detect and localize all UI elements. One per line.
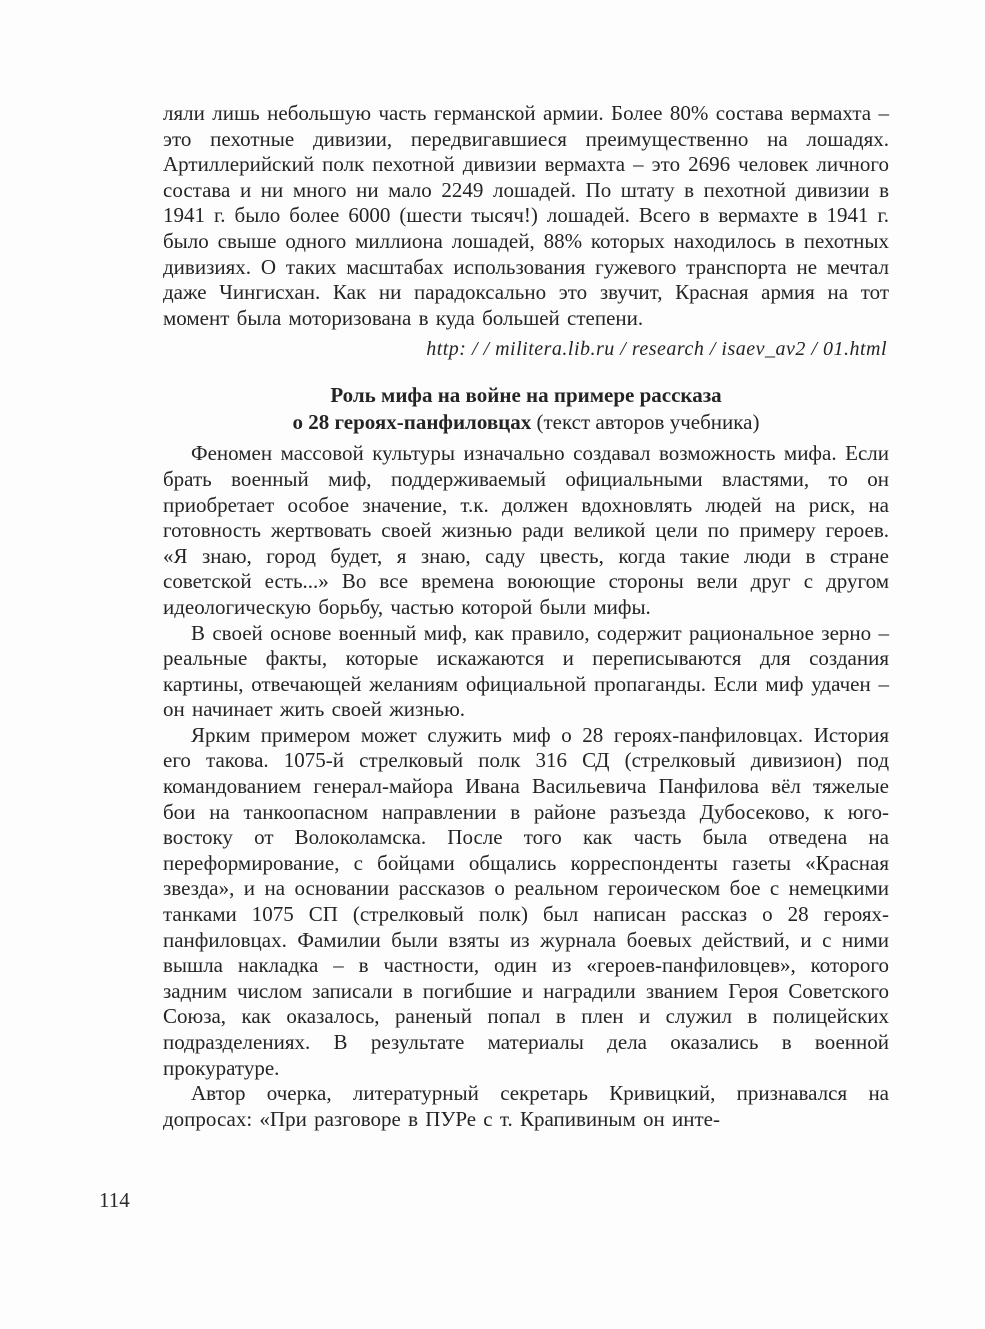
heading-line2-regular: (текст авторов учебника) [531,409,760,434]
paragraph-continuation: ляли лишь небольшую часть германской армии. Более 80% состава вермахта – это пехотные дивизии, передвигавшиеся преимущественно на лошадях. Артиллерийский полк пехотной дивизии вермахта – это 2696 человек личного состава и ни много ни мало 2249 лошадей. По штату в пехотной дивизии в 1941 г. было более 6000 (шести тысяч!) лошадей. Всего в вермахте в 1941 г. было свыше одного миллиона лошадей, 88% которых находилось в пехотных дивизиях. О таких масштабах использования гужевого транспорта не мечтал даже Чингисхан. Как ни парадоксально это звучит, Красная армия на тот момент была моторизована в куда большей степени. [163,101,889,330]
source-url: http: / / militera.lib.ru / research / isaev_av2 / 01.html [426,338,887,361]
page-number: 114 [99,1188,130,1212]
section-heading [163,382,889,435]
heading-line2-bold: о 28 героях-панфиловцах [292,409,532,434]
heading-line1: Роль мифа на войне на примере рассказа [330,383,722,408]
text-block [163,101,889,1132]
paragraph: В своей основе военный миф, как правило, содержит рациональное зерно – реальные факты, которые искажаются и переписываются для создания картины, отвечающей желаниям официальной пропаганды. Если миф удачен – он начинает жить своей жизнью. [163,620,889,722]
paragraph: Феномен массовой культуры изначально создавал возможность мифа. Если брать военный миф, поддерживаемый официальными властями, то он приобретает особое значение, т.к. должен вдохновлять людей на риск, на готовность жертвовать своей жизнью ради великой цели по примеру героев. «Я знаю, город будет, я знаю, саду цвесть, когда такие люди в стране советской есть...» Во все времена воюющие стороны вели друг с другом идеологическую борьбу, частью которой были мифы. [163,441,889,619]
paragraph: Автор очерка, литературный секретарь Кривицкий, признавался на допросах: «При разговоре в ПУРе с т. Крапивиным он инте- [163,1081,889,1131]
paragraph: Ярким примером может служить миф о 28 героях-панфиловцах. История его такова. 1075-й стрелковый полк 316 СД (стрелковый дивизион) под командованием генерал-майора Ивана Васильевича Панфилова вёл тяжелые бои на танкоопасном направлении в районе разъезда Дубосеково, к юго-востоку от Волоколамска. После того как часть была отведена на переформирование, с бойцами общались корреспонденты газеты «Красная звезда», и на основании рассказов о реальном героическом бое с немецкими танками 1075 СП (стрелковый полк) был написан рассказ о 28 героях-панфиловцах. Фамилии были взяты из журнала боевых действий, и с ними вышла накладка – в частности, один из «героев-панфиловцев», которого задним числом записали в погибшие и наградили званием Героя Советского Союза, как оказалось, раненый попал в плен и служил в полицейских подразделениях. В результате материалы дела оказались в военной прокуратуре. [163,722,889,1080]
